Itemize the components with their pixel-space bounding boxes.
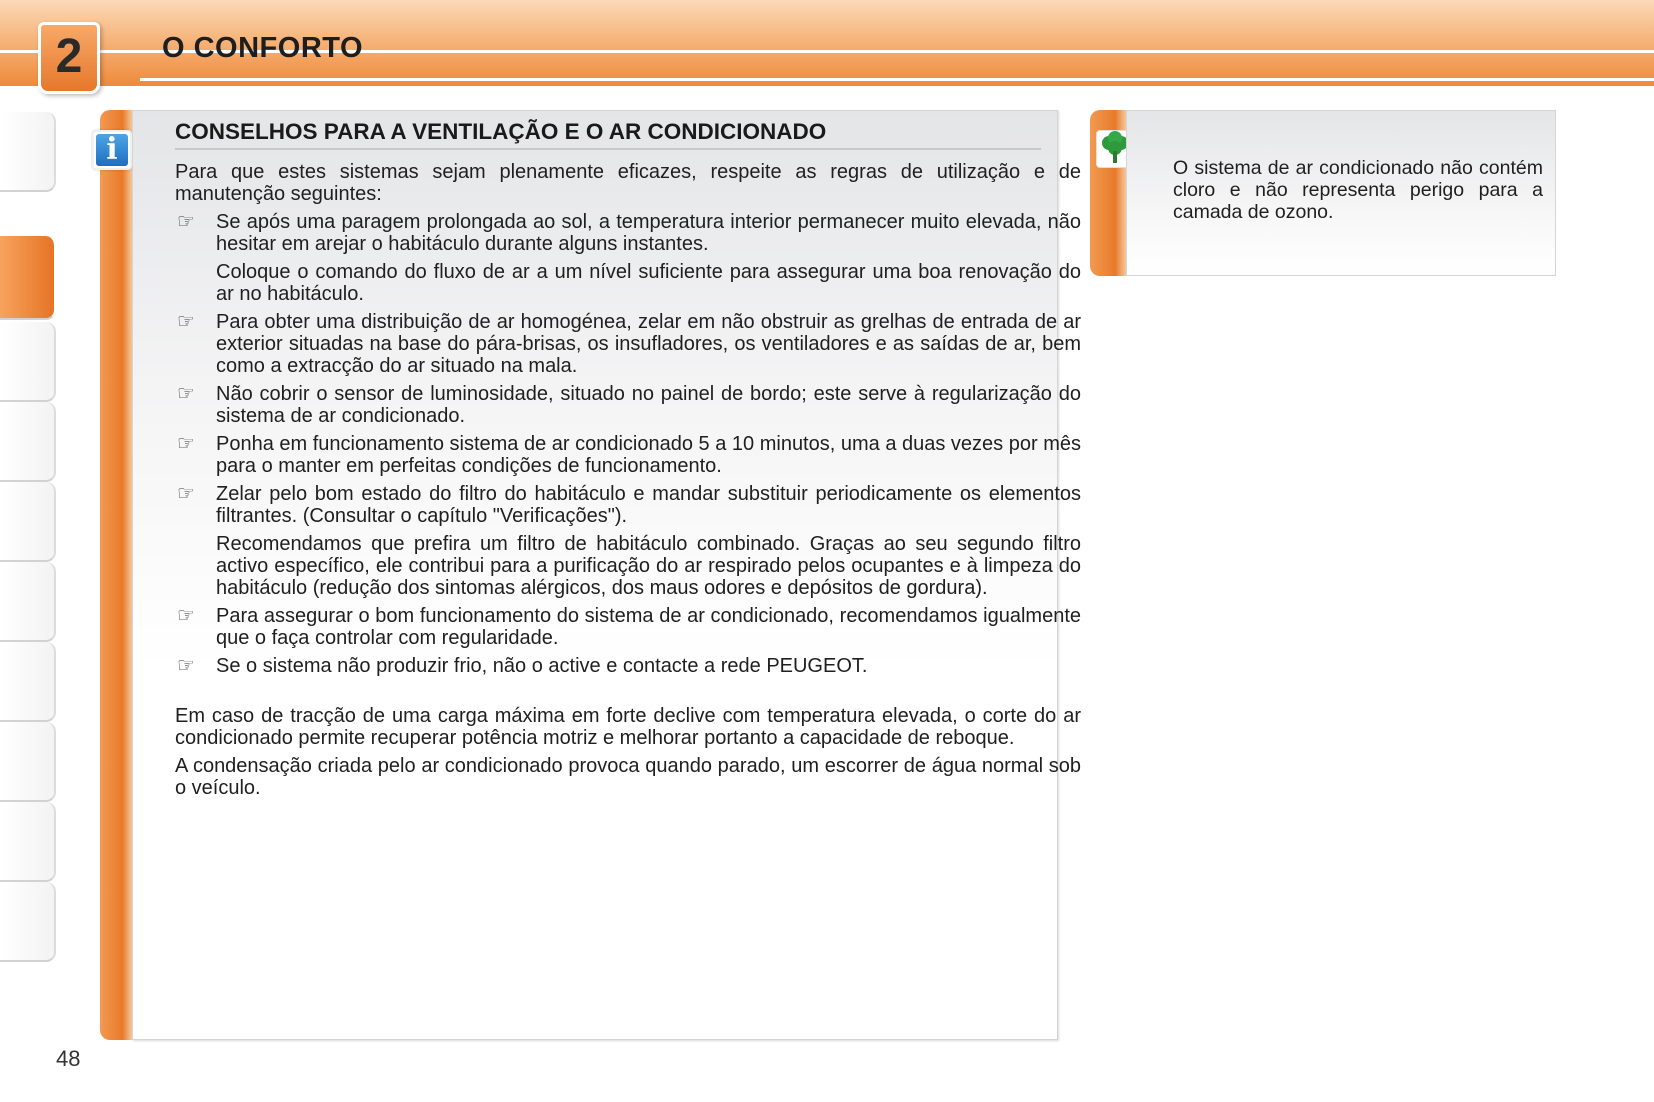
environment-note-box: [1090, 110, 1556, 276]
advice-item: [175, 605, 1081, 649]
advice-item: [175, 433, 1081, 477]
advice-item: [175, 483, 1081, 527]
pointing-hand-icon: ☞: [177, 211, 195, 233]
page-number: 48: [56, 1046, 81, 1071]
side-tab-1[interactable]: [0, 112, 56, 192]
box-orange-strip: [100, 110, 132, 1040]
note-panel: [1126, 110, 1556, 276]
pointing-hand-icon: ☞: [177, 383, 195, 405]
advice-item-text: Não cobrir o sensor de luminosidade, situado no painel de bordo; este serve à regularização do sistema de ar condicionado.: [216, 383, 1081, 427]
advice-item-text: Zelar pelo bom estado do filtro do habitáculo e mandar substituir periodicamente os elementos filtrantes. (Consultar o capítulo "Verificações").: [216, 483, 1081, 527]
advice-item-text: Se o sistema não produzir frio, não o active e contacte a rede PEUGEOT.: [216, 655, 868, 677]
side-tab-7[interactable]: [0, 642, 56, 722]
side-tab-6[interactable]: [0, 562, 56, 642]
advice-item-text: Ponha em funcionamento sistema de ar condicionado 5 a 10 minutos, uma a duas vezes por mês para o manter em perfeitas condições de funcionamento.: [216, 433, 1081, 477]
ozone-note-text: O sistema de ar condicionado não contém cloro e não representa perigo para a camada de ozono.: [1173, 157, 1543, 223]
advice-item: [175, 211, 1081, 255]
advice-item-subtext: Coloque o comando do fluxo de ar a um nível suficiente para assegurar uma boa renovação do ar no habitáculo.: [216, 261, 1081, 305]
info-icon: i: [92, 130, 132, 170]
header-underline: [140, 78, 1654, 81]
advice-item-text: Para obter uma distribuição de ar homogénea, zelar em não obstruir as grelhas de entrada de ar exterior situadas na base do pára-brisas, os insufladores, os ventiladores e as saídas de ar, bem como a extracção do ar situado na mala.: [216, 311, 1081, 377]
advice-item-text: Para assegurar o bom funcionamento do sistema de ar condicionado, recomendamos igualmente que o faça controlar com regularidade.: [216, 605, 1081, 649]
side-tab-5[interactable]: [0, 482, 56, 562]
advice-item: [175, 311, 1081, 377]
pointing-hand-icon: ☞: [177, 605, 195, 627]
side-tab-10[interactable]: [0, 882, 56, 962]
advice-item-subtext: Recomendamos que prefira um filtro de habitáculo combinado. Graças ao seu segundo filtro activo específico, ele contribui para a purificação do ar respirado pelos ocupantes e à limpeza do habitáculo (redução dos sintomas alérgicos, dos maus odores e depósitos de gordura).: [216, 533, 1081, 599]
side-tab-4[interactable]: [0, 402, 56, 482]
chapter-number: 2: [55, 30, 83, 83]
closing-paragraph: A condensação criada pelo ar condicionado provoca quando parado, um escorrer de água normal sob o veículo.: [175, 755, 1081, 799]
advice-item: [175, 383, 1081, 427]
chapter-side-tabs: [0, 112, 54, 992]
pointing-hand-icon: ☞: [177, 483, 195, 505]
advice-content: [175, 161, 1081, 805]
advice-item-text: Se após uma paragem prolongada ao sol, a temperatura interior permanecer muito elevada, não hesitar em arejar o habitáculo durante alguns instantes.: [216, 211, 1081, 255]
closing-paragraph: Em caso de tracção de uma carga máxima em forte declive com temperatura elevada, o corte do ar condicionado permite recuperar potência motriz e melhorar portanto a capacidade de reboque.: [175, 705, 1081, 749]
note-orange-strip: [1090, 110, 1126, 276]
side-tab-9[interactable]: [0, 802, 56, 882]
pointing-hand-icon: ☞: [177, 433, 195, 455]
ventilation-advice-box: [100, 110, 1081, 1040]
side-tab-2-active[interactable]: [0, 236, 56, 320]
pointing-hand-icon: ☞: [177, 655, 195, 677]
pointing-hand-icon: ☞: [177, 311, 195, 333]
section-title: CONSELHOS PARA A VENTILAÇÃO E O AR CONDICIONADO: [175, 119, 1041, 150]
advice-panel: [132, 110, 1081, 1040]
advice-item: [175, 655, 1081, 677]
chapter-tab: [38, 22, 100, 94]
side-tab-3[interactable]: [0, 322, 56, 402]
intro-paragraph: Para que estes sistemas sejam plenamente eficazes, respeite as regras de utilização e de manutenção seguintes:: [175, 161, 1081, 205]
chapter-title: O CONFORTO: [162, 32, 364, 64]
side-tab-8[interactable]: [0, 722, 56, 802]
